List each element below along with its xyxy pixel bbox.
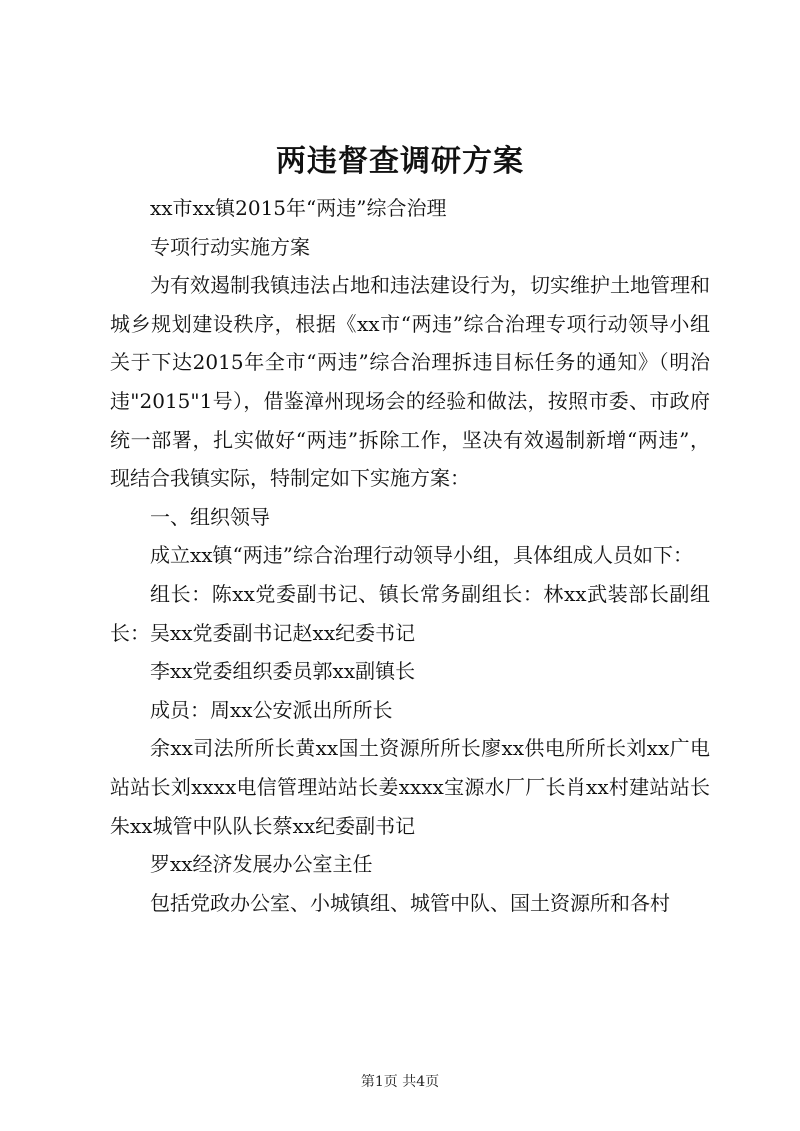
section-heading-organization: 一、组织领导 [150, 504, 270, 529]
paragraph-members: 成员：周xx公安派出所所长 [150, 697, 393, 722]
paragraph-establish-group: 成立xx镇“两违”综合治理行动领导小组，具体组成人员如下： [150, 543, 694, 568]
paragraph-leaders: 组长：陈xx党委副书记、镇长常务副组长：林xx武装部长副组长：吴xx党委副书记赵xx纪委书记 [110, 581, 710, 645]
paragraph-heading-line2: 专项行动实施方案 [150, 234, 310, 259]
paragraph-deputy-members: 李xx党委组织委员郭xx副镇长 [150, 659, 416, 684]
document-title: 两违督查调研方案 [276, 144, 524, 179]
paragraph-intro: 为有效遏制我镇违法占地和违法建设行为，切实维护土地管理和城乡规划建设秩序，根据《xx市“两违”综合治理专项行动领导小组关于下达2015年全市“两违”综合治理拆违目标任务的通知》（明治违"2015"1号），借鉴漳州现场会的经验和做法，按照市委、市政府统一部署，扎实做好“两违”拆除工作，坚决有效遏制新增“两违”，现结合我镇实际，特制定如下实施方案： [110, 273, 710, 491]
page-footer: 第1页 共4页 [360, 1074, 440, 1090]
paragraph-heading-line1: xx市xx镇2015年“两违”综合治理 [150, 196, 447, 220]
paragraph-office-director: 罗xx经济发展办公室主任 [150, 852, 373, 877]
document-body [110, 189, 710, 922]
paragraph-member-list: 余xx司法所所长黄xx国土资源所所长廖xx供电所所长刘xx广电站站长刘xxxx电信管理站站长姜xxxx宝源水厂厂长肖xx村建站站长朱xx城管中队队长蔡xx纪委副书记 [110, 736, 710, 838]
paragraph-departments: 包括党政办公室、小城镇组、城管中队、国土资源所和各村 [150, 890, 670, 915]
